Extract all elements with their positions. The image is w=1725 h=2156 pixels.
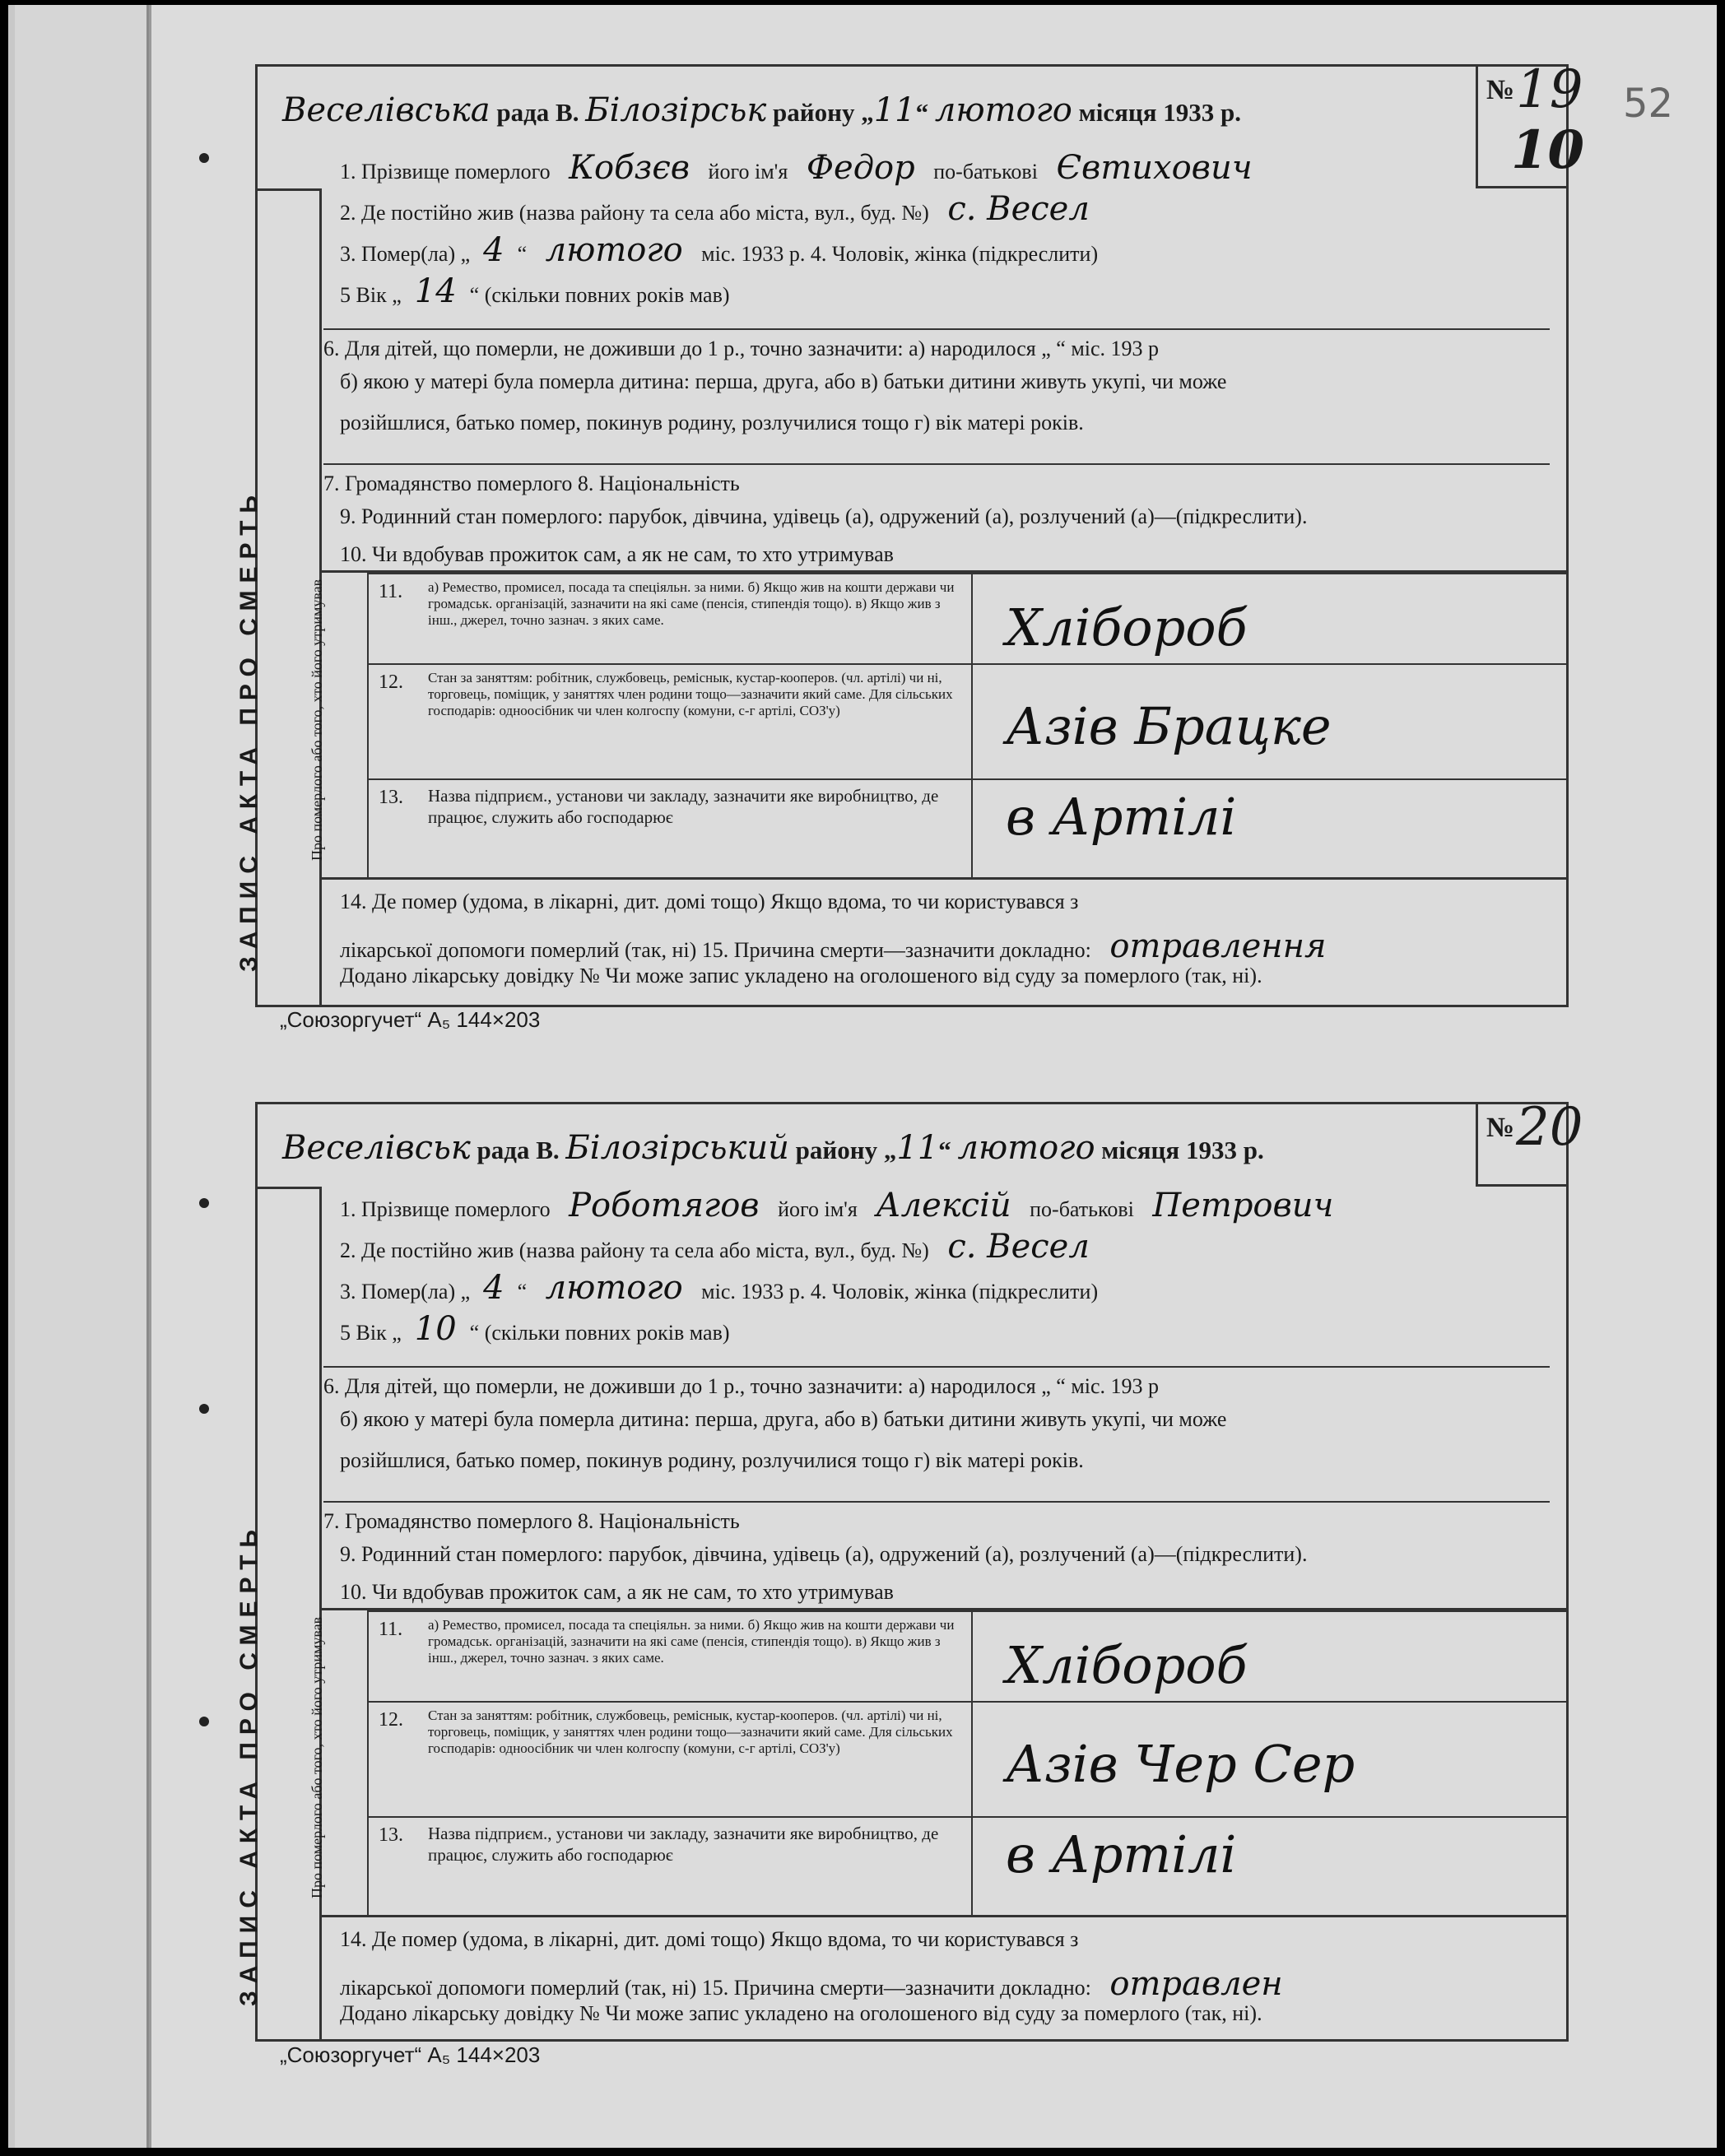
punch-hole [199,1717,209,1726]
occupation-answer [971,1610,1566,1915]
answer-occupation: Хлібороб [1006,597,1248,657]
row-11-text: а) Ремество, промисел, посада та спеціяльн. за ними. б) Якщо жив на кошти держави чи громадськ. організацій, зазначити на які саме (пенсія, стипендія тощо). в) Якщо жив з інш., джерел, точно зазнач. з яких саме. [428,579,955,628]
table-side-label [309,573,369,877]
corner-mark: 52 [1623,81,1674,127]
record-day: 11 [873,91,916,129]
line-1 [340,149,1550,187]
surname-value: Роботягов [569,1187,760,1224]
line-14a: 14. Де помер (удома, в лікарні, дит. домі тощо) Якщо вдома, то чи користувався з [340,1927,1079,1951]
row-12-text: Стан за заняттям: робітник, службовець, реміснык, кустар-кооперов. (чл. артілі) чи ні, торговець, поміщик, у заняттях член родини тощо—зазначити який саме. Для сільських господарів: одноосібник чи член колгоспу (комуни, с-г артілі, СОЗ'у) [428,670,953,718]
line-10: 10. Чи вдобував прожиток сам, а як не сам, то хто утримував [340,542,894,566]
age-label: 5 Вік [340,1321,387,1345]
line-16: Додано лікарську довідку № Чи може запис укладено на оголошеного від суду за померлого (так, ні). [340,964,1262,987]
age-rest: (скільки повних років мав) [484,283,730,307]
occupation-table [309,1608,1566,1917]
row-number: 12. [379,671,403,693]
record-day: 11 [896,1129,939,1167]
district-name: Білозірськ [585,91,767,129]
cause-value: отравлен [1109,1965,1283,2003]
line-9: 9. Родинний стан померлого: парубок, дівчина, удівець (а), одружений (а), розлучений (а)—(підкреслити). [340,504,1308,528]
row-number: 13. [379,787,403,808]
punch-hole [199,1198,209,1208]
cause-label: лікарської допомоги померлий (так, ні) 15. Причина смерти—зазначити докладно: [340,938,1091,962]
death-date-rest: міс. 1933 р. 4. Чоловік, жінка (підкреслити) [701,1280,1099,1303]
form-footer-1: „Союзоргучет“ А₅ 144×203 [280,1007,541,1032]
council-label: рада [496,98,550,127]
occupation-answer [971,573,1566,877]
record-number-box [1476,1097,1583,1187]
residence-label: 2. Де постійно жив (назва району та села або міста, вул., буд. №) [340,1238,929,1262]
answer-workplace: в Артілі [1006,1824,1237,1884]
line-5: 5 Вік „ 10 “ (скільки повних років мав) [340,1310,730,1348]
row-number: 11. [379,1619,403,1640]
age-value: 14 [414,272,457,310]
table-side-label [309,1610,369,1915]
line-3: 3. Помер(ла) „ 4 “ лютого міс. 1933 р. 4. Чоловік, жінка (підкреслити) [340,231,1099,269]
age-label: 5 Вік [340,283,387,307]
line-7: 7. Громадянство померлого 8. Національність [323,463,1550,496]
death-month: лютого [545,231,683,269]
row-13-text: Назва підприєм., установи чи закладу, зазначити яке виробництво, де працює, служить або господарює [428,786,939,827]
number-label: № [1486,1113,1515,1143]
answer-workplace: в Артілі [1006,787,1237,847]
line-2 [340,1228,1550,1266]
month-label: місяця [1078,98,1157,127]
row-number: 12. [379,1709,403,1731]
line-5: 5 Вік „ 14 “ (скільки повних років мав) [340,272,730,310]
name-label: його ім'я [708,160,788,184]
row-12-text: Стан за заняттям: робітник, службовець, реміснык, кустар-кооперов. (чл. артілі) чи ні, торговець, поміщик, у заняттях член родини тощо—зазначити який саме. Для сільських господарів: одноосібник чи член колгоспу (комуни, с-г артілі, СОЗ'у) [428,1708,953,1756]
surname-value: Кобзєв [569,149,690,187]
council-name: Веселівська [282,91,491,129]
row-11-text: а) Ремество, промисел, посада та спеціяльн. за ними. б) Якщо жив на кошти держави чи громадськ. організацій, зазначити на які саме (пенсія, стипендія тощо). в) Якщо жив з інш., джерел, точно зазнач. з яких саме. [428,1617,955,1666]
district-label: району [773,98,855,127]
line-6c: розійшлися, батько помер, покинув родину, розлучилися тощо г) вік матері років. [340,1448,1084,1472]
cause-label: лікарської допомоги померлий (так, ні) 15. Причина смерти—зазначити докладно: [340,1976,1091,2000]
punch-hole [199,153,209,163]
council-name: Веселівськ [282,1129,471,1167]
death-date-label: 3. Помер(ла) [340,1280,456,1303]
side-label: ЗАПИС АКТА ПРО СМЕРТЬ [235,488,263,972]
death-date-label: 3. Помер(ла) [340,242,456,266]
table-side-text: Про померлого або того, хто його утримував [309,578,325,861]
record-month: лютого [957,1129,1095,1167]
name-value: Алексій [876,1187,1011,1224]
death-day: 4 [483,231,504,269]
line-16: Додано лікарську довідку № Чи може запис укладено на оголошеного від суду за померлого (так, ні). [340,2001,1262,2025]
name-value: Федор [806,149,915,187]
patronymic-label: по-батькові [933,160,1038,184]
row-13-text: Назва підприєм., установи чи закладу, зазначити яке виробництво, де працює, служить або господарює [428,1824,939,1865]
record-number: 20 [1516,1097,1583,1158]
patronymic-label: по-батькові [1030,1197,1134,1221]
age-value: 10 [414,1310,457,1348]
line-6b: б) якою у матері була померла дитина: перша, друга, або в) батьки дитини живуть укупі, чи може [340,1407,1227,1431]
line-2 [340,190,1550,228]
residence-value: с. Весел [947,190,1090,228]
line-14a: 14. Де помер (удома, в лікарні, дит. домі тощо) Якщо вдома, то чи користувався з [340,890,1079,913]
residence-label: 2. Де постійно жив (назва району та села або міста, вул., буд. №) [340,201,929,225]
age-rest: (скільки повних років мав) [484,1321,730,1345]
death-date-rest: міс. 1933 р. 4. Чоловік, жінка (підкреслити) [701,242,1099,266]
line-6b: б) якою у матері була померла дитина: перша, друга, або в) батьки дитини живуть укупі, чи може [340,369,1227,393]
line-14b [340,1965,1550,2003]
line-14b [340,927,1550,965]
cause-value: отравлення [1109,927,1327,965]
name-label: його ім'я [778,1197,858,1221]
council-label: рада [477,1136,530,1164]
table-side-text: Про померлого або того, хто його утримував [309,1616,325,1898]
district-prefix: В. [536,1136,560,1164]
patronymic-value: Євтихович [1056,149,1253,187]
occupation-table [309,570,1566,880]
line-6a: 6. Для дітей, що померли, не доживши до 1 р., точно зазначити: а) народилося „ “ міс. 193 р [323,328,1550,361]
residence-value: с. Весел [947,1228,1090,1266]
answer-occupation: Хлібороб [1006,1635,1248,1695]
death-day: 4 [483,1269,504,1307]
answer-organisation: Азів Брацке [1006,696,1332,756]
record-header: Веселівська рада В. Білозірськ району „11“ лютого місяця 1933 р. [282,91,1242,129]
row-number: 13. [379,1824,403,1846]
side-label: ЗАПИС АКТА ПРО СМЕРТЬ [235,1522,263,2006]
line-9: 9. Родинний стан померлого: парубок, дівчина, удівець (а), одружений (а), розлучений (а)—(підкреслити). [340,1542,1308,1566]
surname-label: 1. Прізвище померлого [340,160,551,184]
record-year: 1933 р. [1185,1136,1264,1164]
district-prefix: В. [556,98,579,127]
number-label: № [1486,75,1515,105]
row-number: 11. [379,581,403,602]
record-month: лютого [934,91,1072,129]
document-page [8,5,1717,2148]
punch-hole [199,1404,209,1414]
record-number-alt: 10 [1511,119,1585,181]
district-name: Білозірський [565,1129,789,1167]
side-column [235,1187,322,2042]
line-7: 7. Громадянство померлого 8. Національність [323,1501,1550,1534]
death-record-2 [235,1097,1583,2042]
page-binding [8,5,151,2148]
line-10: 10. Чи вдобував прожиток сам, а як не сам, то хто утримував [340,1580,894,1604]
month-label: місяця [1101,1136,1180,1164]
answer-organisation: Азів Чер Сер [1006,1734,1355,1794]
form-footer-2: „Союзоргучет“ А₅ 144×203 [280,2042,541,2067]
line-6c: розійшлися, батько помер, покинув родину, розлучилися тощо г) вік матері років. [340,411,1084,434]
record-number: 19 [1516,59,1583,120]
binding-edge [15,5,149,2148]
record-header: Веселівськ рада В. Білозірський району „11“ лютого місяця 1933 р. [282,1129,1264,1167]
line-1 [340,1187,1550,1224]
line-6a: 6. Для дітей, що померли, не доживши до 1 р., точно зазначити: а) народилося „ “ міс. 193 р [323,1366,1550,1399]
line-3: 3. Помер(ла) „ 4 “ лютого міс. 1933 р. 4. Чоловік, жінка (підкреслити) [340,1269,1099,1307]
surname-label: 1. Прізвище померлого [340,1197,551,1221]
district-label: району [795,1136,878,1164]
patronymic-value: Петрович [1152,1187,1334,1224]
death-record-1 [235,59,1585,1007]
record-year: 1933 р. [1163,98,1242,127]
death-month: лютого [545,1269,683,1307]
